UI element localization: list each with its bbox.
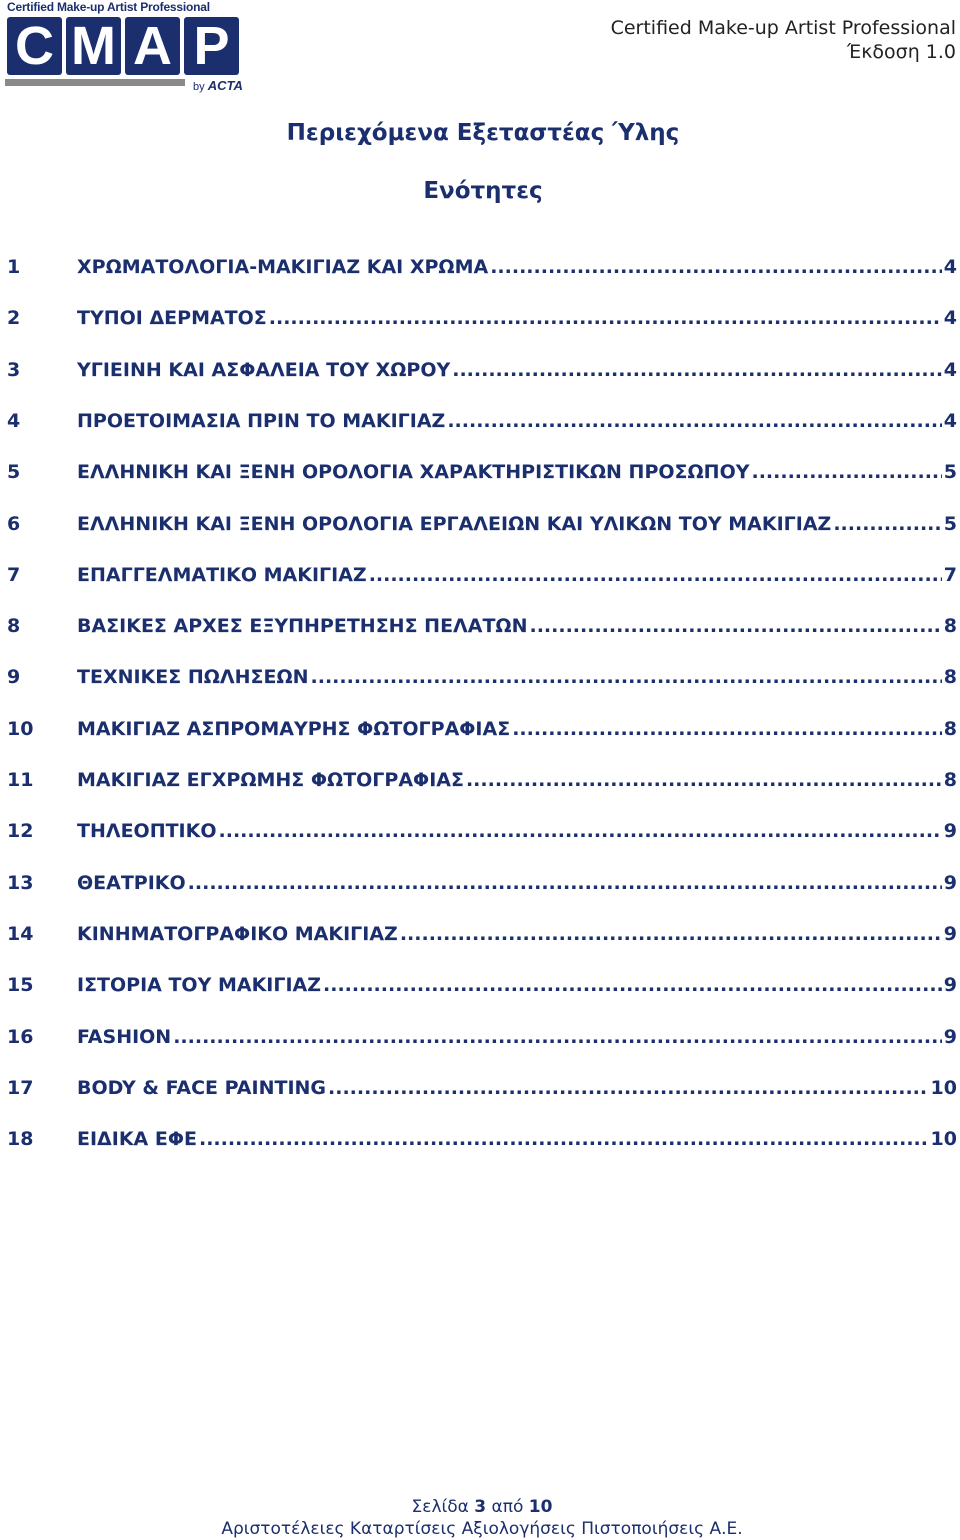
toc-number: 12: [7, 820, 34, 843]
footer-company: Αριστοτέλειες Καταρτίσεις Αξιολογήσεις Πιστοποιήσεις Α.Ε.: [221, 1519, 743, 1539]
toc-page-number: 8: [943, 615, 957, 638]
toc-page-number: 4: [943, 409, 957, 432]
toc-page-number: 9: [943, 922, 957, 945]
toc-page-number: 8: [943, 717, 957, 740]
toc-number: 17: [7, 1076, 34, 1099]
toc-label: ΘΕΑΤΡΙΚΟ: [77, 871, 186, 894]
toc-page-number: 8: [943, 769, 957, 791]
toc-page-number: 10: [930, 1076, 957, 1099]
toc-row[interactable]: [0, 454, 960, 494]
toc-number: 4: [7, 409, 21, 432]
toc-number: 8: [7, 615, 21, 638]
toc-number: 18: [7, 1128, 34, 1151]
toc-entry: [77, 1077, 957, 1099]
toc-leader-dots: [447, 410, 941, 432]
toc-entry: [77, 461, 957, 483]
toc-label: ΤΗΛΕΟΠΤΙΚΟ: [77, 820, 217, 843]
toc-row[interactable]: [0, 762, 960, 802]
toc-label: ΜΑΚΙΓΙΑΖ ΕΓΧΡΩΜΗΣ ΦΩΤΟΓΡΑΦΙΑΣ: [77, 769, 464, 791]
toc-label: ΥΓΙΕΙΝΗ ΚΑΙ ΑΣΦΑΛΕΙΑ ΤΟΥ ΧΩΡΟΥ: [77, 358, 451, 381]
page-number-total: 10: [528, 1497, 553, 1517]
logo-letter-p: P: [184, 17, 239, 75]
toc-page-number: 9: [943, 871, 957, 894]
toc-number: 15: [7, 974, 34, 997]
toc-entry: [77, 615, 957, 637]
toc-row[interactable]: [0, 813, 960, 853]
toc-leader-dots: [369, 564, 942, 586]
toc-page-number: 9: [943, 1025, 957, 1048]
toc-row[interactable]: [0, 608, 960, 648]
toc-label: ΠΡΟΕΤΟΙΜΑΣΙΑ ΠΡΙΝ ΤΟ ΜΑΚΙΓΙΑΖ: [77, 409, 446, 432]
toc-entry: [77, 256, 957, 278]
toc-number: 7: [7, 563, 21, 586]
toc-entry: [77, 872, 957, 894]
toc-page-number: 4: [943, 256, 957, 278]
toc-label: ΙΣΤΟΡΙΑ ΤΟΥ ΜΑΚΙΓΙΑΖ: [77, 974, 322, 997]
toc-row[interactable]: [0, 557, 960, 597]
toc-leader-dots: [269, 307, 942, 329]
toc-entry: [77, 1026, 957, 1048]
toc-entry: [77, 718, 957, 740]
header-program: Certified Make-up Artist Professional: [610, 17, 956, 39]
toc-label: ΕΛΛΗΝΙΚΗ ΚΑΙ ΞΕΝΗ ΟΡΟΛΟΓΙΑ ΧΑΡΑΚΤΗΡΙΣΤΙΚΩΝ ΠΡΟΣΩΠΟΥ: [77, 461, 750, 484]
page-number-prefix: Σελίδα: [411, 1497, 469, 1517]
toc-entry: [77, 410, 957, 432]
toc-leader-dots: [512, 718, 942, 740]
toc-leader-dots: [400, 923, 942, 945]
page-title: Περιεχόμενα Εξεταστέας Ύλης: [286, 120, 680, 146]
toc-entry: [77, 923, 957, 945]
toc-number: 13: [7, 871, 34, 894]
section-title: Ενότητες: [423, 178, 543, 204]
toc-entry: [77, 974, 957, 996]
header-version: Έκδοση 1.0: [847, 41, 956, 63]
logo-by-acta: [193, 78, 243, 93]
toc-leader-dots: [173, 1026, 942, 1048]
toc-row[interactable]: [0, 300, 960, 340]
toc-entry: [77, 564, 957, 586]
toc-entry: [77, 307, 957, 329]
toc-leader-dots: [328, 1077, 929, 1099]
toc-leader-dots: [323, 974, 942, 996]
toc-label: ΤΕΧΝΙΚΕΣ ΠΩΛΗΣΕΩΝ: [77, 666, 309, 689]
toc-entry: [77, 1128, 957, 1150]
toc-number: 16: [7, 1025, 34, 1048]
toc-label: FASHION: [77, 1025, 172, 1048]
toc-row[interactable]: [0, 967, 960, 1007]
toc-entry: [77, 359, 957, 381]
toc-leader-dots: [188, 872, 942, 894]
toc-page-number: 4: [943, 307, 957, 330]
toc-leader-dots: [529, 615, 941, 637]
toc-label: ΤΥΠΟΙ ΔΕΡΜΑΤΟΣ: [77, 307, 267, 330]
toc-page-number: 9: [943, 974, 957, 997]
page-number-current: 3: [474, 1497, 487, 1517]
logo-by-brand: ACTA: [207, 78, 243, 93]
toc-label: ΕΠΑΓΓΕΛΜΑΤΙΚΟ ΜΑΚΙΓΙΑΖ: [77, 563, 367, 586]
cmap-logo: [5, 0, 245, 94]
toc-label: ΒΑΣΙΚΕΣ ΑΡΧΕΣ ΕΞΥΠΗΡΕΤΗΣΗΣ ΠΕΛΑΤΩΝ: [77, 615, 528, 638]
toc-number: 14: [7, 922, 34, 945]
toc-leader-dots: [452, 359, 942, 381]
logo-by-prefix: by: [193, 81, 205, 93]
toc-page-number: 10: [930, 1128, 957, 1151]
logo-bar: [5, 79, 185, 86]
toc-row[interactable]: [0, 711, 960, 751]
toc-page-number: 7: [943, 563, 957, 586]
toc-entry: [77, 769, 957, 791]
toc-leader-dots: [490, 256, 942, 278]
toc-label: ΧΡΩΜΑΤΟΛΟΓΙΑ-ΜΑΚΙΓΙΑΖ ΚΑΙ ΧΡΩΜΑ: [77, 256, 489, 278]
toc-page-number: 5: [943, 512, 957, 535]
toc-label: BODY & FACE PAINTING: [77, 1076, 327, 1099]
toc-label: ΚΙΝΗΜΑΤΟΓΡΑΦΙΚΟ ΜΑΚΙΓΙΑΖ: [77, 922, 398, 945]
toc-number: 1: [7, 256, 21, 278]
toc-leader-dots: [466, 769, 942, 791]
toc-row[interactable]: [0, 1121, 960, 1161]
toc-number: 5: [7, 461, 21, 484]
toc-entry: [77, 513, 957, 535]
toc-row[interactable]: [0, 403, 960, 443]
toc-leader-dots: [311, 666, 942, 688]
toc-number: 2: [7, 307, 21, 330]
toc-leader-dots: [833, 513, 941, 535]
page-number-middle: από: [491, 1497, 524, 1517]
toc-page-number: 9: [943, 820, 957, 843]
toc-page-number: 8: [943, 666, 957, 689]
logo-tagline: Certified Make-up Artist Professional: [7, 0, 210, 14]
toc-page-number: 4: [943, 358, 957, 381]
logo-letter-c: C: [7, 17, 62, 75]
toc-row[interactable]: [0, 1070, 960, 1110]
toc-number: 10: [7, 717, 34, 740]
toc-number: 11: [7, 769, 34, 791]
page-number: [0, 1497, 960, 1517]
toc-label: ΕΙΔΙΚΑ ΕΦΕ: [77, 1128, 197, 1151]
toc-number: 3: [7, 358, 21, 381]
toc-page-number: 5: [943, 461, 957, 484]
toc-row[interactable]: [0, 249, 960, 289]
toc-row[interactable]: [0, 352, 960, 392]
toc-label: ΕΛΛΗΝΙΚΗ ΚΑΙ ΞΕΝΗ ΟΡΟΛΟΓΙΑ ΕΡΓΑΛΕΙΩΝ ΚΑΙ ΥΛΙΚΩΝ ΤΟΥ ΜΑΚΙΓΙΑΖ: [77, 512, 832, 535]
toc-entry: [77, 820, 957, 842]
toc-row[interactable]: [0, 916, 960, 956]
toc-number: 9: [7, 666, 21, 689]
toc-entry: [77, 666, 957, 688]
toc-row[interactable]: [0, 865, 960, 905]
toc-row[interactable]: [0, 659, 960, 699]
logo-letter-a: A: [125, 17, 180, 75]
toc-number: 6: [7, 512, 21, 535]
toc-row[interactable]: [0, 506, 960, 546]
logo-letter-m: M: [66, 17, 121, 75]
toc-leader-dots: [199, 1128, 929, 1150]
toc-label: ΜΑΚΙΓΙΑΖ ΑΣΠΡΟΜΑΥΡΗΣ ΦΩΤΟΓΡΑΦΙΑΣ: [77, 717, 511, 740]
toc-row[interactable]: [0, 1019, 960, 1059]
toc-leader-dots: [219, 820, 942, 842]
toc-leader-dots: [751, 461, 941, 483]
